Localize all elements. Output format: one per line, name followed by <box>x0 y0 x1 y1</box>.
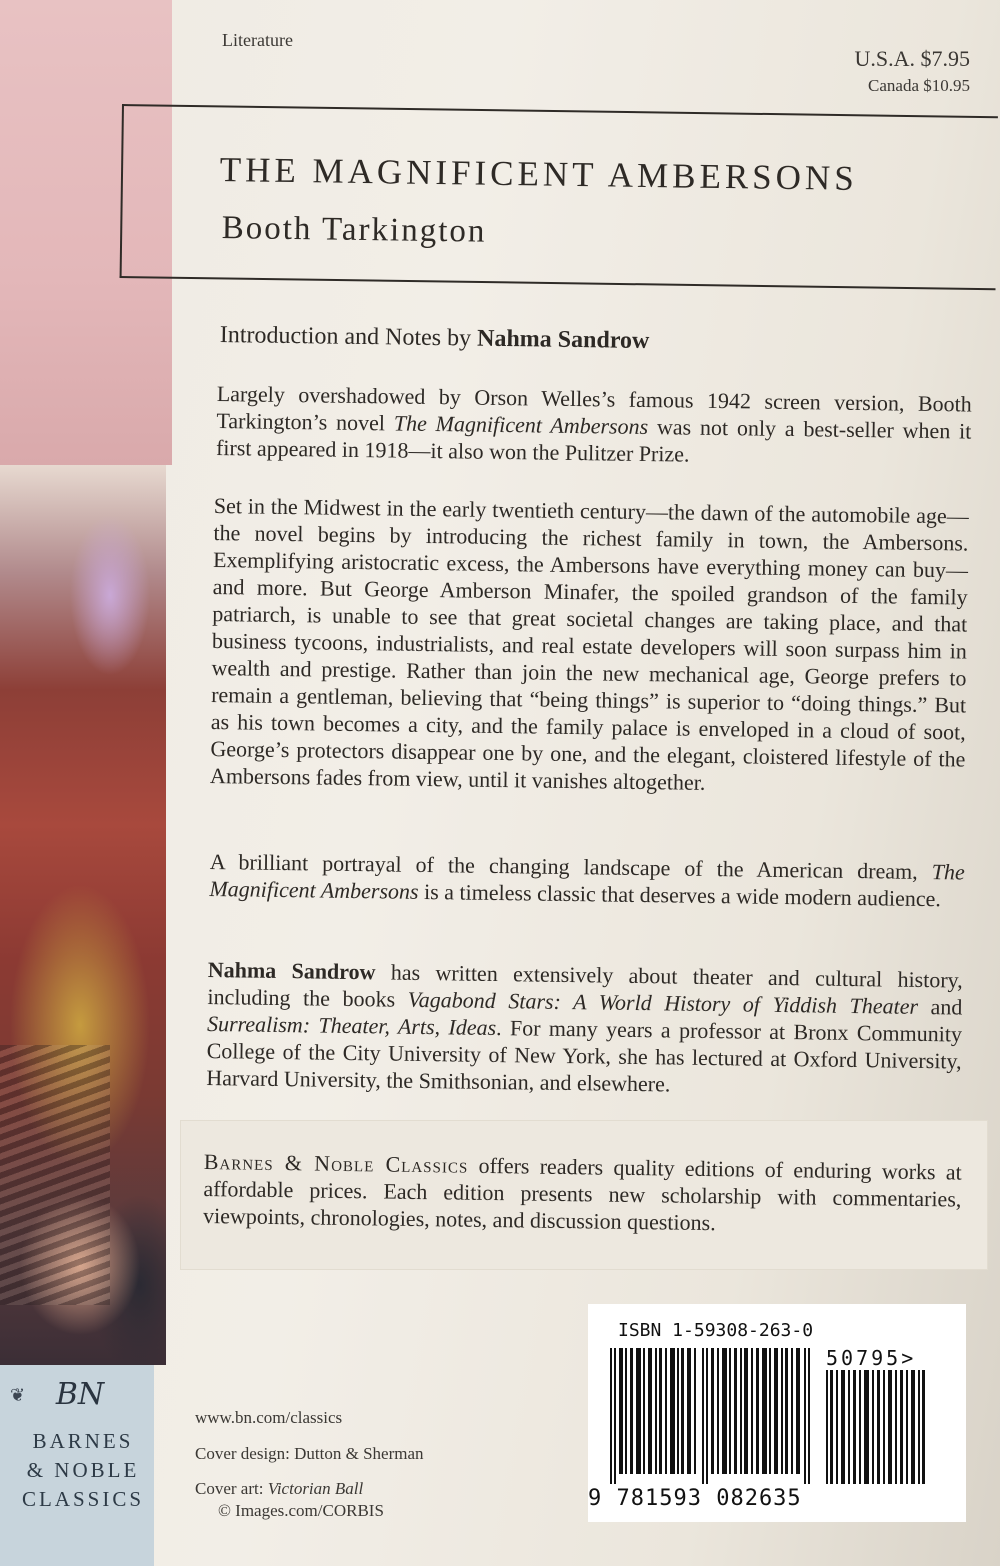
leaf-ornament-icon: ❦ <box>10 1385 26 1405</box>
isbn-barcode <box>588 1304 966 1522</box>
series-name: Barnes & Noble Classics <box>203 1148 469 1178</box>
publisher-logo <box>0 1365 154 1566</box>
bio-name: Nahma Sandrow <box>207 956 376 985</box>
price-canada: Canada $10.95 <box>868 76 970 95</box>
p3-book-title: The Magnificent Ambersons <box>209 859 965 904</box>
bio-book-1: Vagabond Stars: A World History of Yiddish Theater <box>407 986 919 1019</box>
introduction-editor: Nahma Sandrow <box>476 325 650 354</box>
cover-art-credit <box>195 1479 363 1499</box>
p3-text-a: A brilliant portrayal of the changing landscape of the American dream, <box>209 848 932 885</box>
publisher-name-line3: CLASSICS <box>21 1487 145 1511</box>
addon-barcode-bars <box>826 1370 926 1484</box>
genre-label: Literature <box>222 30 293 50</box>
introduction-prefix: Introduction and Notes by <box>219 322 478 352</box>
description-paragraph-1 <box>216 380 972 472</box>
cover-art-victorian-ball <box>0 465 166 1365</box>
bio-text-c: . For many years a professor at Bronx Community College of the City University of New York, she has lectured at Oxford University, Harvard University, the Smithsonian, and elsewhere. <box>206 1015 963 1097</box>
description-paragraph-3 <box>209 848 965 913</box>
p1-text-b: was not only a best-seller when it first appeared in 1918—it also won the Pulitzer Prize. <box>215 414 972 467</box>
image-copyright: © Images.com/CORBIS <box>218 1501 384 1520</box>
p1-book-title: The Magnificent Ambersons <box>393 410 649 440</box>
cover-art-label: Cover art: <box>195 1479 268 1498</box>
cover-design-credit: Cover design: Dutton & Sherman <box>195 1444 424 1463</box>
description-paragraph-2: Set in the Midwest in the early twentieth century—the dawn of the automobile age—the novel begins by introducing the richest family in town, the Ambersons. Exemplifying aristocratic excess, the Ambersons have everything money can buy—and more. But George Amberson Minafer, the spoiled grandson of the family patriarch, is unable to see that great societal changes are taking place, and that business tycoons, industrialists, and real estate developers will soon surpass him in wealth and prestige. Rather than join the new mechanical age, George prefers to remain a gentleman, believing that “being things” is superior to “doing things.” But as his town becomes a city, and the family palace is enveloped in a cloud of soot, George’s protectors disappear one by one, and the elegant, cloistered lifestyle of the Ambersons fades from view, until it vanishes altogether. <box>209 492 969 795</box>
staircase-painting-detail <box>0 1045 110 1305</box>
ean-barcode-bars <box>610 1348 810 1484</box>
p3-text-b: is a timeless classic that deserves a wide modern audience. <box>418 878 942 912</box>
cover-art-title: Victorian Ball <box>267 1479 364 1498</box>
bio-text-a: has written extensively about theater and cultural history, including the books <box>207 959 963 1012</box>
p1-text-a: Largely overshadowed by Orson Welles’s famous 1942 screen version, Booth Tarkington’s novel <box>216 380 972 436</box>
title-frame <box>120 104 998 290</box>
ean-number: 9 781593 082635 <box>588 1486 802 1511</box>
isbn-number: ISBN 1-59308-263-0 <box>618 1320 814 1341</box>
series-blurb <box>203 1148 962 1240</box>
publisher-name <box>18 1427 148 1514</box>
price-usa: U.S.A. $7.95 <box>854 46 970 71</box>
book-author: Booth Tarkington <box>221 210 487 250</box>
addon-price-code: 50795> <box>826 1346 917 1370</box>
book-title: THE MAGNIFICENT AMBERSONS <box>219 150 858 198</box>
bn-monogram: BN <box>55 1377 105 1412</box>
publisher-name-line2: & NOBLE <box>26 1458 140 1482</box>
series-text: offers readers quality editions of enduring works at affordable prices. Each edition presents new scholarship with commentaries, viewpoints, chronologies, notes, and discussion questions. <box>202 1152 962 1236</box>
website-url: www.bn.com/classics <box>195 1408 343 1427</box>
bio-text-b: and <box>917 993 963 1020</box>
publisher-name-line1: BARNES <box>32 1429 134 1453</box>
editor-biography <box>206 956 963 1102</box>
introduction-credit <box>220 322 650 355</box>
bio-book-2: Surrealism: Theater, Arts, Ideas <box>206 1010 497 1041</box>
